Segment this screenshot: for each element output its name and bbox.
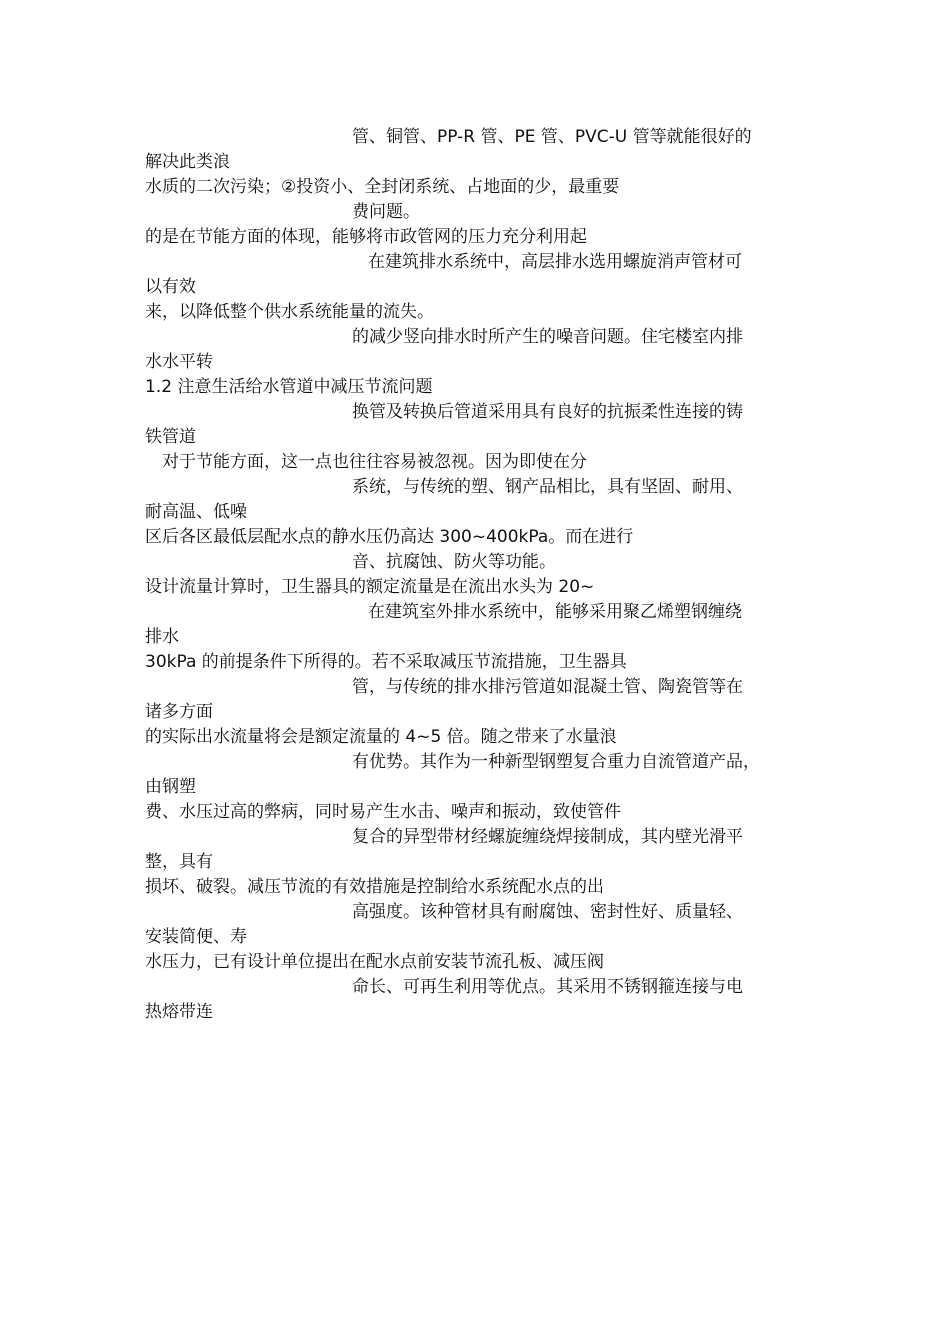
text-line: 来，以降低整个供水系统能量的流失。: [145, 302, 434, 322]
text-line: 对于节能方面，这一点也往往容易被忽视。因为即使在分: [162, 452, 587, 472]
text-line: 在建筑排水系统中，高层排水选用螺旋消声管材可: [368, 252, 742, 272]
text-line: 的是在节能方面的体现，能够将市政管网的压力充分利用起: [145, 227, 587, 247]
text-line: 费、水压过高的弊病，同时易产生水击、噪声和振动，致使管件: [145, 802, 621, 822]
text-line: 管、铜管、PP-R 管、PE 管、PVC-U 管等就能很好的: [352, 127, 752, 147]
text-line: 由钢塑: [145, 777, 196, 797]
text-line: 在建筑室外排水系统中，能够采用聚乙烯塑钢缠绕: [368, 602, 742, 622]
text-line: 命长、可再生利用等优点。其采用不锈钢箍连接与电: [352, 977, 743, 997]
text-line: 水压力，已有设计单位提出在配水点前安装节流孔板、减压阀: [145, 952, 604, 972]
text-line: 热熔带连: [145, 1002, 213, 1022]
text-line: 高强度。该种管材具有耐腐蚀、密封性好、质量轻、: [352, 902, 743, 922]
text-line: 安装简便、寿: [145, 927, 247, 947]
text-line: 水质的二次污染；②投资小、全封闭系统、占地面的少，最重要: [145, 177, 620, 197]
text-line: 费问题。: [352, 202, 420, 222]
text-line: 换管及转换后管道采用具有良好的抗振柔性连接的铸: [352, 402, 743, 422]
text-line: 的减少竖向排水时所产生的噪音问题。住宅楼室内排: [352, 327, 743, 347]
text-line: 有优势。其作为一种新型钢塑复合重力自流管道产品，: [352, 752, 760, 772]
text-line: 解决此类浪: [145, 152, 230, 172]
text-line: 系统，与传统的塑、钢产品相比，具有坚固、耐用、: [352, 477, 743, 497]
text-line: 铁管道: [145, 427, 196, 447]
text-line: 整，具有: [145, 852, 213, 872]
text-line: 音、抗腐蚀、防火等功能。: [352, 552, 556, 572]
text-line: 复合的异型带材经螺旋缠绕焊接制成，其内壁光滑平: [352, 827, 743, 847]
text-line: 设计流量计算时，卫生器具的额定流量是在流出水头为 20~: [145, 577, 595, 597]
text-line: 耐高温、低噪: [145, 502, 247, 522]
text-line: 损坏、破裂。减压节流的有效措施是控制给水系统配水点的出: [145, 877, 604, 897]
text-line: 区后各区最低层配水点的静水压仍高达 300~400kPa。而在进行: [145, 527, 634, 547]
text-line: 管，与传统的排水排污管道如混凝土管、陶瓷管等在: [352, 677, 743, 697]
text-line: 的实际出水流量将会是额定流量的 4~5 倍。随之带来了水量浪: [145, 727, 617, 747]
text-line: 诸多方面: [145, 702, 213, 722]
section-heading: 1.2 注意生活给水管道中减压节流问题: [145, 377, 433, 397]
text-line: 以有效: [145, 277, 196, 297]
text-line: 30kPa 的前提条件下所得的。若不采取减压节流措施，卫生器具: [145, 652, 627, 672]
text-line: 水水平转: [145, 352, 213, 372]
text-line: 排水: [145, 627, 179, 647]
